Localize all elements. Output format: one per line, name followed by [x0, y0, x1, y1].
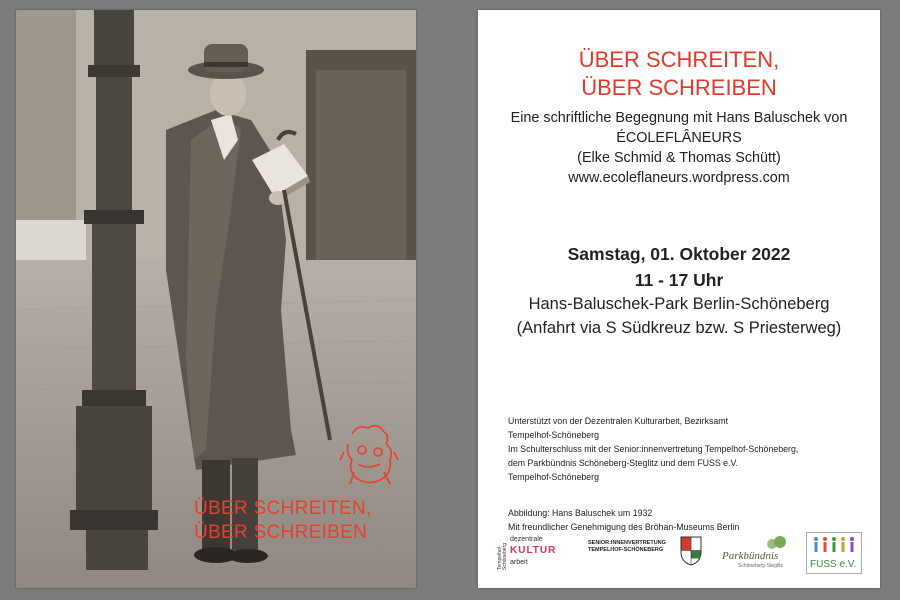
intro-block: [478, 108, 880, 188]
walking-people-icon: [811, 536, 857, 556]
fuss-name: FUSS e.V.: [810, 559, 857, 570]
sv-line2: TEMPELHOF-SCHÖNEBERG: [588, 547, 664, 553]
credit-line: Abbildung: Hans Baluschek um 1932: [508, 508, 653, 518]
support-line: Unterstützt von der Dezentralen Kulturarbeit, Bezirksamt: [508, 416, 729, 426]
event-directions: (Anfahrt via S Südkreuz bzw. S Priesterweg): [516, 319, 842, 337]
credit-block: [508, 506, 873, 534]
intro-line: ÉCOLEFLÂNEURS: [616, 130, 742, 146]
back-title: [478, 46, 880, 102]
support-line: Im Schulterschluss mit der Senior:innenvertretung Tempelhof-Schöneberg,: [508, 444, 799, 454]
event-location: [478, 292, 880, 340]
back-title-line1: ÜBER SCHREITEN,: [578, 47, 780, 72]
event-time: 11 - 17 Uhr: [634, 270, 724, 290]
dezentrale-kulturarbeit-logo: [498, 532, 576, 572]
intro-line: (Elke Schmid & Thomas Schütt): [577, 150, 781, 166]
back-title-line2: ÜBER SCHREIBEN: [581, 75, 777, 100]
pb-sub: Schöneberg-Steglitz: [738, 563, 784, 569]
front-title: [194, 497, 414, 545]
red-line-drawing-logo: [338, 420, 400, 490]
support-line: dem Parkbündnis Schöneberg-Steglitz und dem FUSS e.V.: [508, 458, 738, 468]
website-link[interactable]: www.ecoleflaneurs.wordpress.com: [568, 170, 790, 186]
ka-top-text: dezentrale: [510, 536, 543, 543]
support-block: [508, 414, 873, 484]
front-title-line2: ÜBER SCHREIBEN: [194, 522, 368, 543]
seniorenvertretung-logo: [588, 540, 698, 570]
parkbuendnis-logo: [720, 536, 792, 572]
poster-back: [478, 10, 880, 588]
ka-main-text: KULTUR: [510, 545, 557, 556]
credit-line: Mit freundlicher Genehmigung des Bröhan-Museums Berlin: [508, 522, 740, 532]
intro-line: Eine schriftliche Begegnung mit Hans Baluschek von: [510, 110, 848, 126]
event-date: Samstag, 01. Oktober 2022: [567, 244, 791, 264]
support-line: Tempelhof-Schöneberg: [508, 472, 599, 482]
district-crest-icon: [680, 536, 702, 566]
sponsor-logos: [498, 532, 868, 576]
sv-line1: SENIOR:INNENVERTRETUNG: [588, 540, 666, 546]
event-place: Hans-Baluschek-Park Berlin-Schöneberg: [528, 295, 830, 313]
front-title-line1: ÜBER SCHREITEN,: [194, 498, 372, 519]
fuss-ev-logo: [806, 532, 862, 574]
poster-front: [16, 10, 416, 588]
ka-vertical-text: Tempelhof-Schöneberg: [497, 543, 508, 570]
ka-bottom-text: arbeit: [510, 559, 528, 566]
pb-name: Parkbündnis: [722, 550, 779, 562]
support-line: Tempelhof-Schöneberg: [508, 430, 599, 440]
event-datetime: [478, 241, 880, 293]
